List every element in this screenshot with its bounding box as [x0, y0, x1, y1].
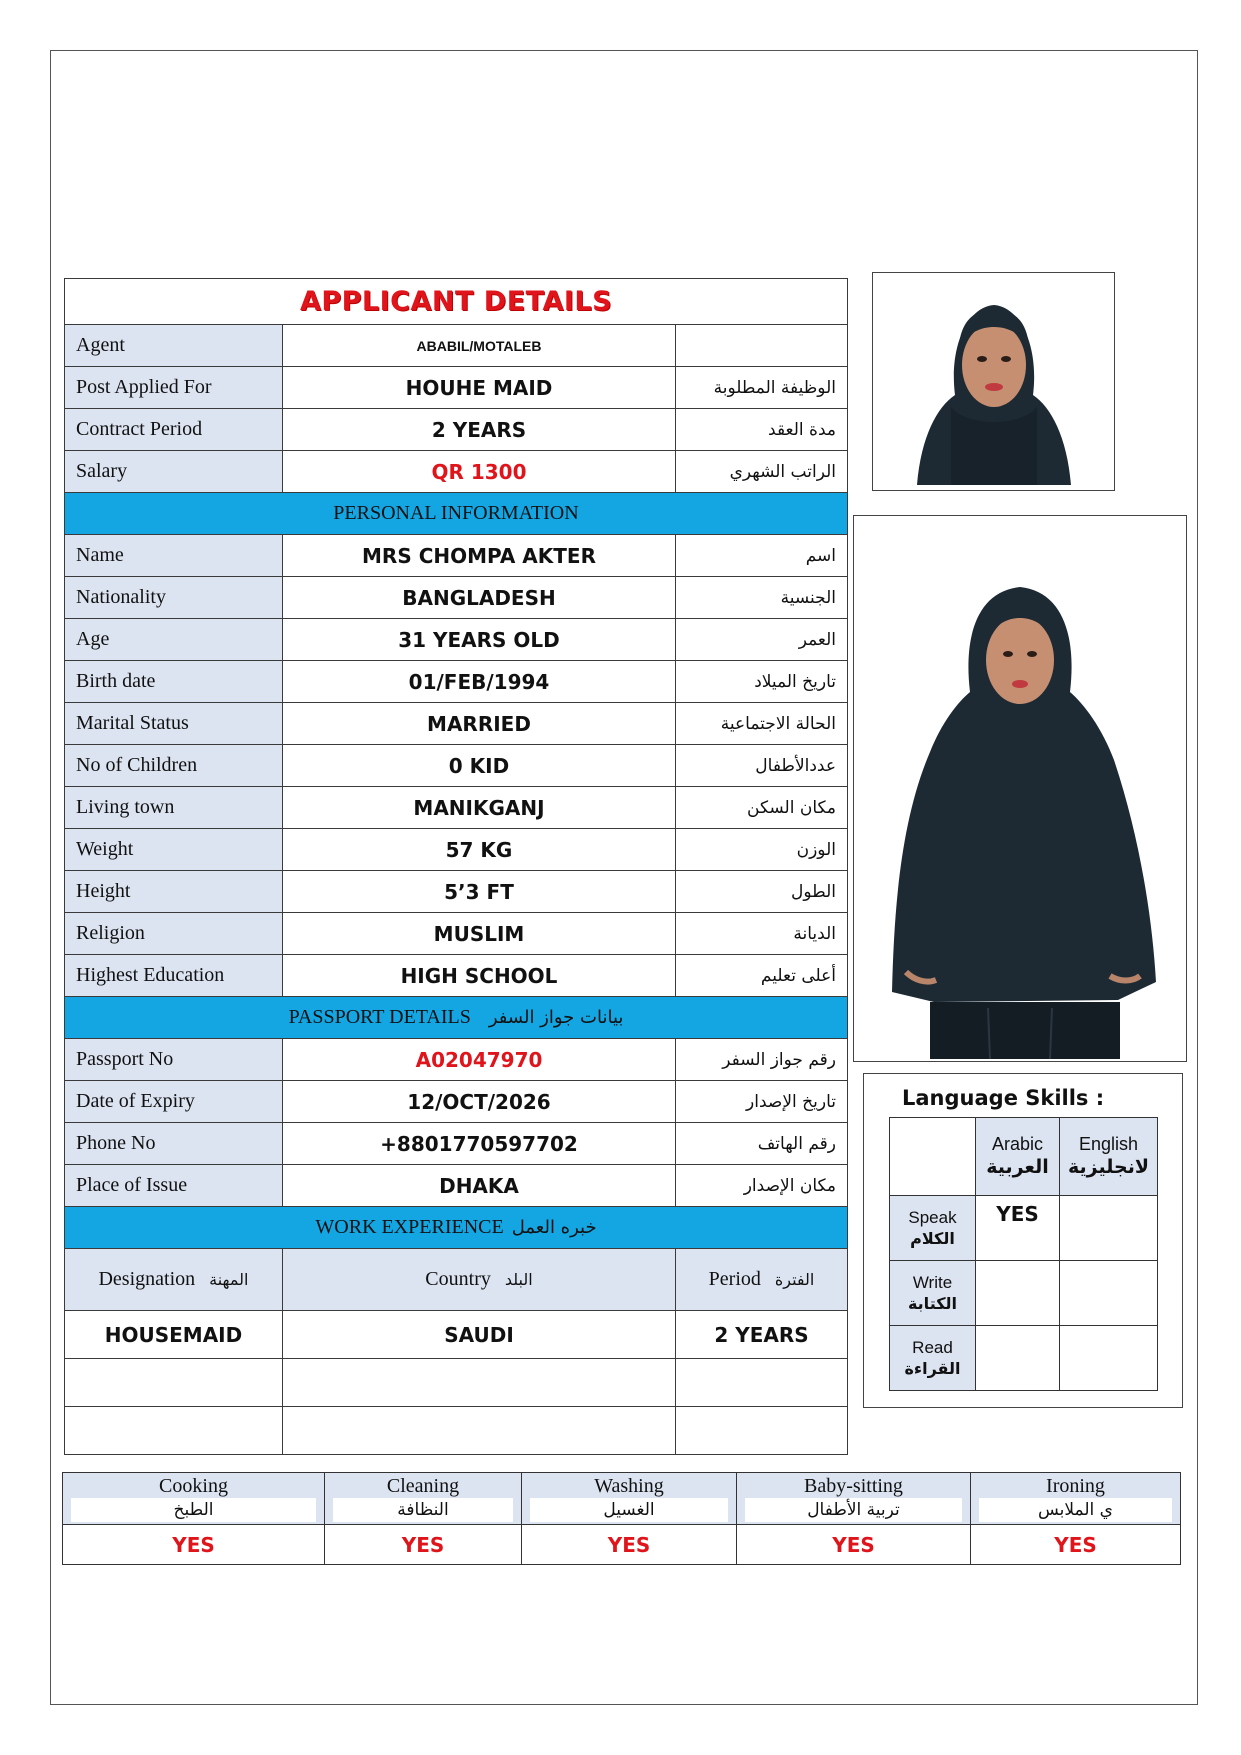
personal-row [65, 745, 848, 787]
row-label: Write [912, 1273, 953, 1293]
skill-label-arabic: الغسيل [530, 1498, 728, 1522]
period-header [676, 1249, 848, 1311]
row-label: Place of Issue [65, 1165, 283, 1207]
passport-number-value: A02047970 [283, 1039, 676, 1081]
designation-cell [65, 1359, 283, 1407]
personal-row [65, 619, 848, 661]
post-row [65, 367, 848, 409]
row-label: Weight [65, 829, 283, 871]
row-arabic-label: الحالة الاجتماعية [676, 703, 848, 745]
full-body-photo [870, 532, 1174, 1059]
row-value: MANIKGANJ [283, 787, 676, 829]
skill-washing-value: YES [522, 1525, 737, 1565]
header-arabic: المهنة [209, 1270, 249, 1289]
row-value: 31 YEARS OLD [283, 619, 676, 661]
row-value: +8801770597702 [283, 1123, 676, 1165]
designation-header [65, 1249, 283, 1311]
skill-label: Ironing [1046, 1475, 1105, 1497]
skill-baby-sitting-header [737, 1473, 971, 1525]
row-arabic-label: مكان السكن [676, 787, 848, 829]
row-value: 0 KID [283, 745, 676, 787]
country-cell [283, 1359, 676, 1407]
row-label: Contract Period [65, 409, 283, 451]
header-arabic: البلد [504, 1270, 533, 1289]
country-cell: SAUDI [283, 1311, 676, 1359]
row-label: No of Children [65, 745, 283, 787]
row-arabic-label: الوظيفة المطلوبة [676, 367, 848, 409]
personal-row [65, 829, 848, 871]
write-row-label [890, 1261, 976, 1326]
work-row [65, 1311, 848, 1359]
passport-row [65, 1123, 848, 1165]
row-value: MARRIED [283, 703, 676, 745]
section-title: WORK EXPERIENCE [315, 1216, 504, 1238]
row-arabic-label: أعلى تعليم [676, 955, 848, 997]
skill-washing-header [522, 1473, 737, 1525]
personal-row [65, 787, 848, 829]
skill-baby-sitting-value: YES [737, 1525, 971, 1565]
portrait-photo [887, 287, 1100, 485]
row-arabic-label: الديانة [676, 913, 848, 955]
row-arabic-label: مدة العقد [676, 409, 848, 451]
row-arabic-label: رقم جواز السفر [676, 1039, 848, 1081]
row-value: DHAKA [283, 1165, 676, 1207]
column-label-arabic: العربية [986, 1155, 1049, 1178]
agent-row [65, 325, 848, 367]
row-arabic-label: اسم [676, 535, 848, 577]
row-label: Religion [65, 913, 283, 955]
skill-label: Cleaning [386, 1475, 460, 1497]
header-arabic: الفترة [774, 1270, 815, 1289]
row-label: Date of Expiry [65, 1081, 283, 1123]
salary-row [65, 451, 848, 493]
skills-table [62, 1472, 1181, 1565]
row-arabic-label: العمر [676, 619, 848, 661]
period-cell: 2 YEARS [676, 1311, 848, 1359]
column-label-arabic: لانجليزية [1068, 1155, 1149, 1178]
personal-row [65, 871, 848, 913]
row-value: MRS CHOMPA AKTER [283, 535, 676, 577]
row-arabic-label: الطول [676, 871, 848, 913]
header-label: Period [708, 1268, 761, 1290]
skill-cooking-header [63, 1473, 325, 1525]
contract-row [65, 409, 848, 451]
row-label: Post Applied For [65, 367, 283, 409]
skill-label-arabic: الطبخ [71, 1498, 316, 1522]
language-skills-panel [863, 1073, 1183, 1408]
row-label: Height [65, 871, 283, 913]
write-arabic-cell [976, 1261, 1060, 1326]
row-arabic-label: الراتب الشهري [676, 451, 848, 493]
row-label: Living town [65, 787, 283, 829]
skill-ironing-header [971, 1473, 1181, 1525]
row-value: HOUHE MAID [283, 367, 676, 409]
personal-row [65, 661, 848, 703]
row-arabic-label: رقم الهاتف [676, 1123, 848, 1165]
read-row-label [890, 1326, 976, 1391]
portrait-photo-frame [872, 272, 1115, 491]
section-title-arabic: بيانات جواز السفر [488, 1007, 624, 1028]
section-title-arabic: خبره العمل [511, 1217, 597, 1238]
full-body-photo-frame [853, 515, 1187, 1062]
row-value: MUSLIM [283, 913, 676, 955]
work-row [65, 1359, 848, 1407]
row-label-arabic: الكلام [910, 1228, 955, 1248]
row-label: Name [65, 535, 283, 577]
personal-row [65, 577, 848, 619]
row-value: 12/OCT/2026 [283, 1081, 676, 1123]
country-cell [283, 1407, 676, 1455]
language-skills-table [889, 1117, 1158, 1391]
write-english-cell [1060, 1261, 1158, 1326]
row-value: BANGLADESH [283, 577, 676, 619]
row-label: Agent [65, 325, 283, 367]
skill-label-arabic: النظافة [333, 1498, 513, 1522]
personal-row [65, 913, 848, 955]
country-header [283, 1249, 676, 1311]
column-label: Arabic [991, 1134, 1044, 1155]
passport-details-header [65, 997, 848, 1039]
page-title: APPLICANT DETAILS [65, 279, 848, 325]
row-label: Read [912, 1338, 953, 1358]
personal-row [65, 955, 848, 997]
row-label-arabic: الكتابة [907, 1293, 958, 1313]
speak-english-cell [1060, 1196, 1158, 1261]
skill-ironing-value: YES [971, 1525, 1181, 1565]
column-label: English [1078, 1134, 1139, 1155]
row-label: Age [65, 619, 283, 661]
skill-label: Cooking [159, 1475, 228, 1497]
skill-label: Washing [594, 1475, 664, 1497]
empty-corner-cell [890, 1118, 976, 1196]
designation-cell [65, 1407, 283, 1455]
personal-row [65, 703, 848, 745]
row-label: Marital Status [65, 703, 283, 745]
section-title: PERSONAL INFORMATION [333, 502, 579, 524]
passport-row [65, 1039, 848, 1081]
work-header-row [65, 1249, 848, 1311]
row-arabic-label [676, 325, 848, 367]
row-label: Nationality [65, 577, 283, 619]
row-value: 57 KG [283, 829, 676, 871]
period-cell [676, 1407, 848, 1455]
row-arabic-label: الوزن [676, 829, 848, 871]
row-value: ABABIL/MOTALEB [283, 325, 676, 367]
skill-cleaning-value: YES [325, 1525, 522, 1565]
row-arabic-label: تاريخ الإصدار [676, 1081, 848, 1123]
period-cell [676, 1359, 848, 1407]
passport-row [65, 1165, 848, 1207]
personal-info-header [65, 493, 848, 535]
passport-row [65, 1081, 848, 1123]
row-label-arabic: القراءة [904, 1358, 961, 1378]
read-english-cell [1060, 1326, 1158, 1391]
header-label: Designation [98, 1268, 196, 1290]
skill-label-arabic: تربية الأطفال [745, 1498, 962, 1522]
row-arabic-label: الجنسية [676, 577, 848, 619]
section-title: PASSPORT DETAILS [288, 1006, 471, 1028]
header-label: Country [425, 1268, 491, 1290]
speak-arabic-cell: YES [976, 1196, 1060, 1261]
row-value: 2 YEARS [283, 409, 676, 451]
skill-label: Baby-sitting [804, 1475, 903, 1497]
personal-row [65, 535, 848, 577]
read-arabic-cell [976, 1326, 1060, 1391]
row-label: Speak [908, 1208, 957, 1228]
row-value: HIGH SCHOOL [283, 955, 676, 997]
work-experience-header [65, 1207, 848, 1249]
speak-row-label [890, 1196, 976, 1261]
salary-value: QR 1300 [283, 451, 676, 493]
english-column-header [1060, 1118, 1158, 1196]
row-label: Birth date [65, 661, 283, 703]
row-value: 5’3 FT [283, 871, 676, 913]
row-label: Highest Education [65, 955, 283, 997]
row-label: Salary [65, 451, 283, 493]
row-arabic-label: تاريخ الميلاد [676, 661, 848, 703]
row-label: Phone No [65, 1123, 283, 1165]
arabic-column-header [976, 1118, 1060, 1196]
row-label: Passport No [65, 1039, 283, 1081]
row-arabic-label: مكان الإصدار [676, 1165, 848, 1207]
work-row [65, 1407, 848, 1455]
skill-cooking-value: YES [63, 1525, 325, 1565]
language-skills-title: Language Skills : [902, 1086, 1105, 1110]
applicant-details-table [64, 278, 848, 1455]
skill-label-arabic: ي الملابس [979, 1498, 1172, 1522]
designation-cell: HOUSEMAID [65, 1311, 283, 1359]
row-value: 01/FEB/1994 [283, 661, 676, 703]
skill-cleaning-header [325, 1473, 522, 1525]
row-arabic-label: عددالأطفال [676, 745, 848, 787]
